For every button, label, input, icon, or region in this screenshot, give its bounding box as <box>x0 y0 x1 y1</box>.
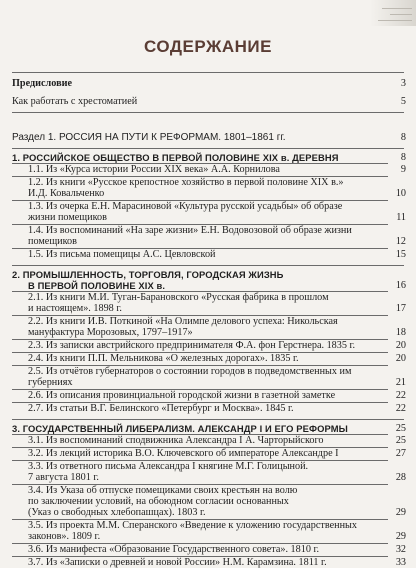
intro-rule <box>12 112 404 113</box>
toc-item-1-3[interactable] <box>28 212 406 223</box>
toc-item-1-4[interactable] <box>28 225 406 236</box>
toc-item-3-3[interactable] <box>28 472 406 483</box>
page-number: 9 <box>400 164 406 175</box>
page-number: 11 <box>396 212 406 223</box>
section-rule <box>12 148 404 149</box>
page-number: 3 <box>400 78 406 89</box>
toc-item-1-4-text: помещиков <box>28 236 77 247</box>
toc-item-1-5[interactable] <box>28 249 406 260</box>
toc-item-2-3-text: 2.3. Из записки австрийского предпринимателя Ф.А. фон Герстнера. 1835 г. <box>28 340 356 351</box>
toc-item-3-4-text: (Указ о свободных хлебопашцах). 1803 г. <box>28 507 206 518</box>
toc-item-3-5-text: законов». 1809 г. <box>28 531 101 542</box>
toc-entry-intro-1-text: Предисловие <box>12 78 72 89</box>
toc-item-1-1[interactable] <box>28 164 406 175</box>
page-number: 25 <box>395 423 406 434</box>
title-rule <box>12 72 404 73</box>
toc-item-2-1-text: и настоящем». 1898 г. <box>28 303 122 314</box>
toc-item-2-5[interactable] <box>28 366 406 377</box>
toc-entry-intro-1[interactable] <box>12 78 406 89</box>
toc-item-1-4-text: 1.4. Из воспоминаний «На заре жизни» Е.Н. Водовозовой об образе жизни <box>28 225 352 236</box>
toc-item-3-3[interactable] <box>28 461 406 472</box>
toc-item-1-2[interactable] <box>28 177 406 188</box>
toc-item-1-4[interactable] <box>28 236 406 247</box>
toc-item-2-7-text: 2.7. Из статьи В.Г. Белинского «Петербург и Москва». 1845 г. <box>28 403 294 414</box>
toc-item-2-2[interactable] <box>28 327 406 338</box>
toc-item-1-2-text: И.Д. Ковальченко <box>28 188 105 199</box>
toc-item-1-5-text: 1.5. Из письма помещицы А.С. Цевловской <box>28 249 216 260</box>
page-number: 27 <box>395 448 406 459</box>
toc-item-2-2-text: мануфактура Морозовых, 1797–1917» <box>28 327 193 338</box>
page-number: 16 <box>395 280 406 291</box>
page-number: 29 <box>395 507 406 518</box>
page-title: СОДЕРЖАНИЕ <box>144 37 272 56</box>
toc-part-1[interactable] <box>12 132 406 143</box>
toc-entry-intro-2[interactable] <box>12 96 406 107</box>
page-number: 25 <box>395 435 406 446</box>
toc-item-3-4-text: 3.4. Из Указа об отпуске помещиками своих крестьян на волю <box>28 485 298 496</box>
toc-item-3-1-text: 3.1. Из воспоминаний сподвижника Александра I А. Чарторыйского <box>28 435 324 446</box>
page-number: 20 <box>395 353 406 364</box>
toc-item-2-5[interactable] <box>28 377 406 388</box>
toc-item-1-3[interactable] <box>28 201 406 212</box>
section-rule <box>12 419 404 420</box>
toc-item-3-5-text: 3.5. Из проекта М.М. Сперанского «Введение к уложению государственных <box>28 520 357 531</box>
page-number: 5 <box>400 96 406 107</box>
toc-item-3-3-text: 7 августа 1801 г. <box>28 472 99 483</box>
toc-item-3-4[interactable] <box>28 496 406 507</box>
toc-item-2-1[interactable] <box>28 303 406 314</box>
page-number: 18 <box>395 327 406 338</box>
page-number: 8 <box>400 132 406 143</box>
toc-item-2-5-text: губерниях <box>28 377 73 388</box>
toc-item-1-2-text: 1.2. Из книги «Русское крепостное хозяйство в первой половине XIX в.» <box>28 177 344 188</box>
toc-item-2-2[interactable] <box>28 316 406 327</box>
toc-item-3-7[interactable] <box>28 557 406 568</box>
toc-entry-intro-2-text: Как работать с хрестоматией <box>12 96 138 107</box>
page-number: 22 <box>395 403 406 414</box>
contents-page <box>12 0 406 568</box>
toc-item-1-3-text: жизни помещиков <box>28 212 107 223</box>
toc-item-3-2-text: 3.2. Из лекций историка В.О. Ключевского об императоре Александре I <box>28 448 339 459</box>
page-number: 22 <box>395 390 406 401</box>
toc-item-2-1[interactable] <box>28 292 406 303</box>
toc-section-1-text: 1. РОССИЙСКОЕ ОБЩЕСТВО В ПЕРВОЙ ПОЛОВИНЕ XIX в. ДЕРЕВНЯ <box>12 152 339 163</box>
toc-item-2-4[interactable] <box>28 353 406 364</box>
page-number: 15 <box>395 249 406 260</box>
toc-item-3-4[interactable] <box>28 507 406 518</box>
toc-item-1-2[interactable] <box>28 188 406 199</box>
toc-section-2-text: 2. ПРОМЫШЛЕННОСТЬ, ТОРГОВЛЯ, ГОРОДСКАЯ ЖИЗНЬ <box>12 269 284 280</box>
toc-item-2-6[interactable] <box>28 390 406 401</box>
toc-item-2-4-text: 2.4. Из книги П.П. Мельникова «О железных дорогах». 1835 г. <box>28 353 299 364</box>
toc-item-3-4[interactable] <box>28 485 406 496</box>
toc-section-2-text: В ПЕРВОЙ ПОЛОВИНЕ XIX в. <box>28 280 166 291</box>
toc-item-3-1[interactable] <box>28 435 406 446</box>
toc-item-3-6[interactable] <box>28 544 406 555</box>
toc-part-1-text: Раздел 1. РОССИЯ НА ПУТИ К РЕФОРМАМ. 1801–1861 гг. <box>12 132 286 143</box>
section-rule <box>12 265 404 266</box>
toc-item-2-5-text: 2.5. Из отчётов губернаторов о состоянии городов в подведомственных им <box>28 366 352 377</box>
page-number: 17 <box>395 303 406 314</box>
toc-item-3-4-text: по заключении условий, на обоюдном согласии основанных <box>28 496 289 507</box>
toc-item-3-5[interactable] <box>28 531 406 542</box>
toc-item-3-6-text: 3.6. Из манифеста «Образование Государственного совета». 1810 г. <box>28 544 320 555</box>
page-number: 33 <box>395 557 406 568</box>
toc-section-3-text: 3. ГОСУДАРСТВЕННЫЙ ЛИБЕРАЛИЗМ. АЛЕКСАНДР I И ЕГО РЕФОРМЫ <box>12 423 348 434</box>
toc-item-2-2-text: 2.2. Из книги И.В. Поткиной «На Олимпе делового успеха: Никольская <box>28 316 338 327</box>
page-number: 32 <box>395 544 406 555</box>
toc-item-2-6-text: 2.6. Из описания провинциальной городской жизни в газетной заметке <box>28 390 336 401</box>
page-number: 12 <box>395 236 406 247</box>
toc-item-1-1-text: 1.1. Из «Курса истории России XIX века» А.А. Корнилова <box>28 164 280 175</box>
page-number: 21 <box>395 377 406 388</box>
toc-item-3-5[interactable] <box>28 520 406 531</box>
page-number: 10 <box>395 188 406 199</box>
toc-item-3-3-text: 3.3. Из ответного письма Александра I княгине М.Г. Голицыной. <box>28 461 309 472</box>
page-number: 20 <box>395 340 406 351</box>
toc-item-2-3[interactable] <box>28 340 406 351</box>
toc-item-2-1-text: 2.1. Из книги М.И. Туган-Барановского «Русская фабрика в прошлом <box>28 292 329 303</box>
toc-item-2-7[interactable] <box>28 403 406 414</box>
page-number: 8 <box>400 152 406 163</box>
toc-item-3-2[interactable] <box>28 448 406 459</box>
toc-item-1-3-text: 1.3. Из очерка Е.Н. Марасиновой «Культура русской усадьбы» об образе <box>28 201 343 212</box>
page-number: 28 <box>395 472 406 483</box>
toc-item-3-7-text: 3.7. Из «Записки о древней и новой России» Н.М. Карамзина. 1811 г. <box>28 557 327 568</box>
page-number: 29 <box>395 531 406 542</box>
